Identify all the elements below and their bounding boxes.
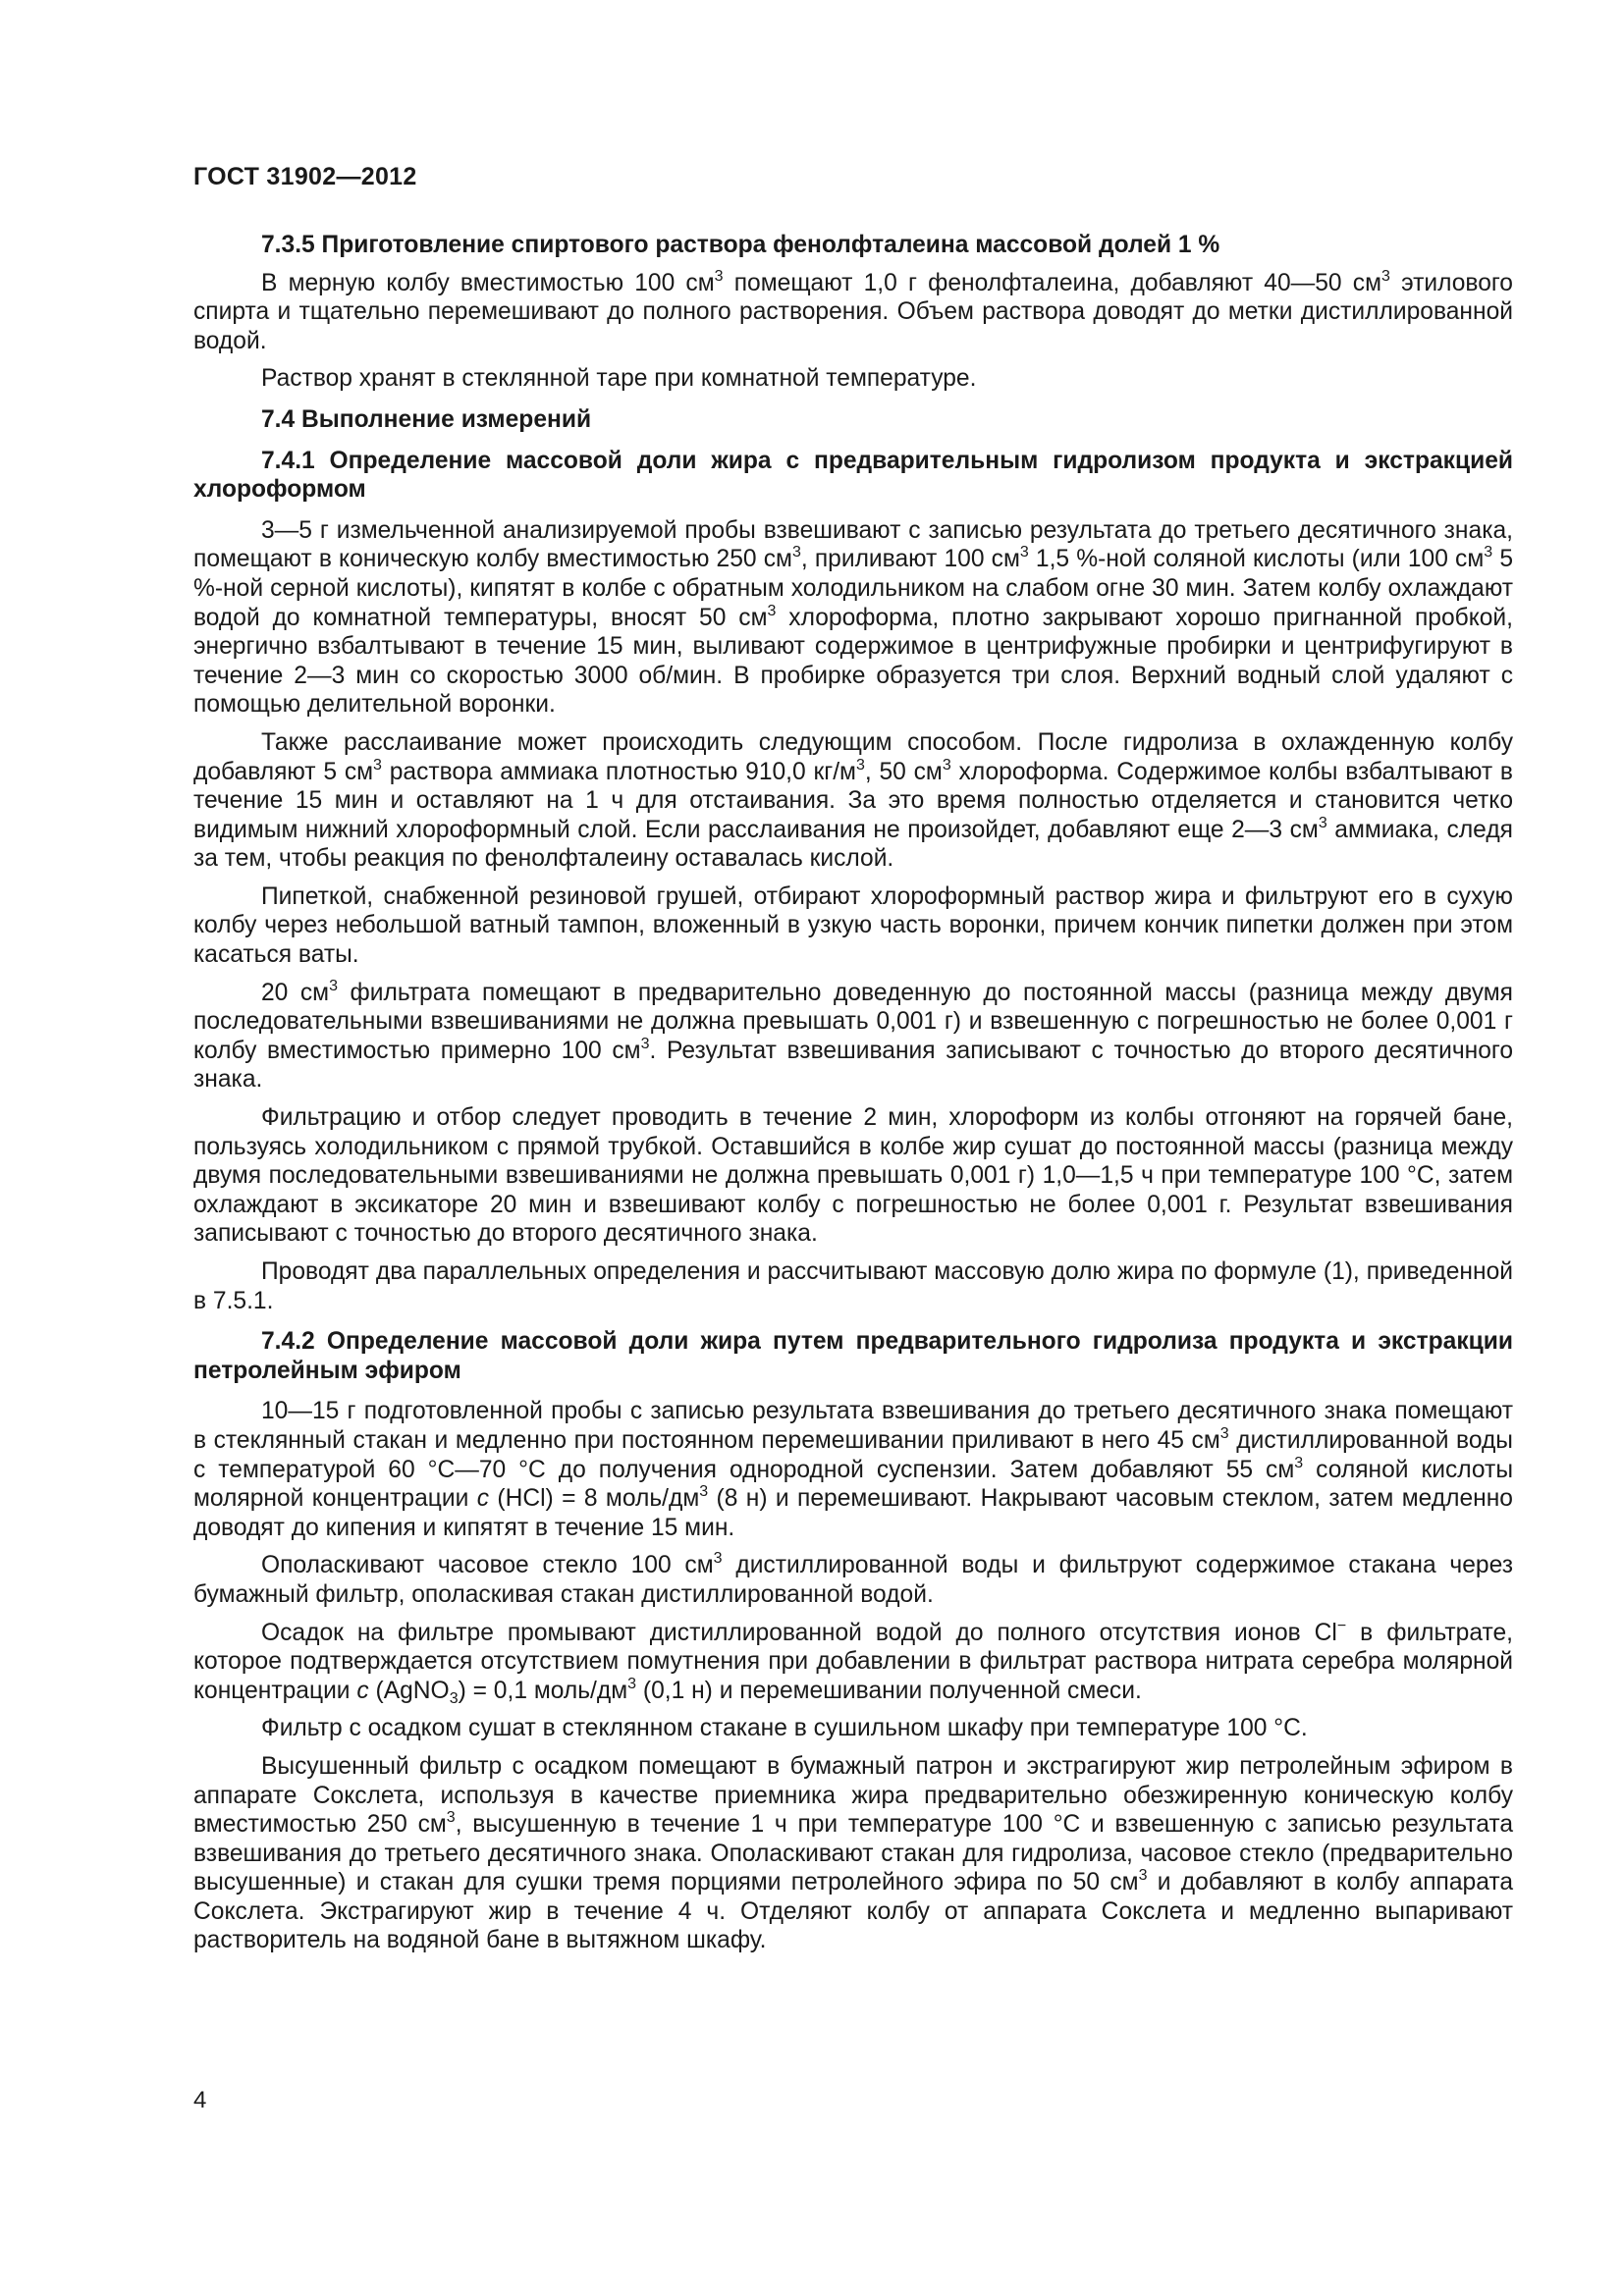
paragraph: 20 $см^3$ фильтрата помещают в предварительно доведенную до постоянной массы (разница между двумя последовательными взвешиваниями не должна превышать 0,001 г) и взвешенную с погрешностью не более 0,001 г колбу вместимостью примерно 100 $см^3$. Результат взвешивания записывают с точностью до второго десятичного знака. [193,977,1514,1094]
paragraph: Осадок на фильтре промывают дистиллированной водой до полного отсутствия ионов Cl− в фильтрате, которое подтверждается отсутствием помутнения при добавлении в фильтрат раствора нитрата серебра молярной концентрации c (AgNO$_3$) = 0,1 моль/$дм^3$ (0,1 н) и перемешивании полученной смеси. [193,1617,1513,1707]
paragraph: Пипеткой, снабженной резиновой грушей, отбирают хлороформный раствор жира и фильтруют его в сухую колбу через небольшой ватный тампон, вложенный в узкую часть воронки, причем кончик пипетки должен при этом касаться ваты. [193,882,1513,969]
page-number: 4 [193,2087,207,2113]
document-body [193,231,1513,1955]
section-7-4-heading: 7.4 Выполнение измерений [261,405,592,433]
paragraph: В мерную колбу вместимостью 100 $см^3$ помещают 1,0 г фенолфталеина, добавляют 40—50 $см^3$ этилового спирта и тщательно перемешивают до полного растворения. Объем раствора доводят до метки дистиллированной водой. [193,267,1513,354]
paragraph: Высушенный фильтр с осадком помещают в бумажный патрон и экстрагируют жир петролейным эфиром в аппарате Сокслета, используя в качестве приемника жира предварительно обезжиренную коническую колбу вместимостью 250 $см^3$, высушенную в течение 1 ч при температуре 100 °С и взвешенную с записью результата взвешивания до третьего десятичного знака. Ополаскивают стакан для гидролиза, часовое стекло (предварительно высушенные) и стакан для сушки тремя порциями петролейного эфира по 50 $см^3$ и добавляют в колбу аппарата Сокслета. Экстрагируют жир в течение 4 ч. Отделяют колбу от аппарата Сокслета и медленно выпаривают растворитель на водяной бане в вытяжном шкафу. [193,1752,1513,1954]
section-7-3-5-heading: 7.3.5 Приготовление спиртового раствора фенолфталеина массовой долей 1 % [261,232,1220,258]
paragraph: Фильтрацию и отбор следует проводить в течение 2 мин, хлороформ из колбы отгоняют на горячей бане, пользуясь холодильником с прямой трубкой. Оставшийся в колбе жир сушат до постоянной массы (разница между двумя последовательными взвешиваниями не должна превышать 0,001 г) 1,0—1,5 ч при температуре 100 °С, затем охлаждают в эксикаторе 20 мин и взвешивают колбу с погрешностью не более 0,001 г. Результат взвешивания записывают с точностью до второго десятичного знака. [193,1104,1513,1248]
section-7-4-2-heading: 7.4.2 Определение массовой доли жира путем предварительного гидролиза продукта и экстракции петролейным эфиром [193,1328,1513,1384]
paragraph: Также расслаивание может происходить следующим способом. После гидролиза в охлажденную колбу добавляют 5 $см^3$ раствора аммиака плотностью 910,0 $кг/м^3$, 50 $см^3$ хлороформа. Содержимое колбы взбалтывают в течение 15 мин и оставляют на 1 ч для отстаивания. За это время полностью отделяется и становится четко видимым нижний хлороформный слой. Если расслаивания не произойдет, добавляют еще 2—3 $см^3$ аммиака, следя за тем, чтобы реакция по фенолфталеину оставалась кислой. [193,728,1513,873]
paragraph: Раствор хранят в стеклянной таре при комнатной температуре. [261,365,977,393]
standard-header: ГОСТ 31902—2012 [193,163,417,190]
section-7-4-1-heading: 7.4.1 Определение массовой доли жира с предварительным гидролизом продукта и экстракцией хлороформом [193,447,1513,504]
paragraph: Проводят два параллельных определения и рассчитывают массовую долю жира по формуле (1), приведенной в 7.5.1. [193,1258,1513,1314]
paragraph: Фильтр с осадком сушат в стеклянном стакане в сушильном шкафу при температуре 100 °С. [261,1715,1308,1742]
paragraph: Ополаскивают часовое стекло 100 $см^3$ дистиллированной воды и фильтруют содержимое стакана через бумажный фильтр, ополаскивая стакан дистиллированной водой. [193,1550,1513,1608]
paragraph: 10—15 г подготовленной пробы с записью результата взвешивания до третьего десятичного знака помещают в стеклянный стакан и медленно при постоянном перемешивании приливают в него 45 $см^3$ дистиллированной воды с температурой 60 °С—70 °С до получения однородной суспензии. Затем добавляют 55 $см^3$ соляной кислоты молярной концентрации c (HCl) = 8 моль/$дм^3$ (8 н) и перемешивают. Накрывают часовым стеклом, затем медленно доводят до кипения и кипятят в течение 15 мин. [193,1398,1513,1541]
paragraph: 3—5 г измельченной анализируемой пробы взвешивают с записью результата до третьего десятичного знака, помещают в коническую колбу вместимостью 250 $см^3$, приливают 100 $см^3$ 1,5 %-ной соляной кислоты (или 100 $см^3$ 5 %-ной серной кислоты), кипятят в колбе с обратным холодильником на слабом огне 30 мин. Затем колбу охлаждают водой до комнатной температуры, вносят 50 $см^3$ хлороформа, плотно закрывают хорошо пригнанной пробкой, энергично взбалтывают в течение 15 мин, выливают содержимое в центрифужные пробирки и центрифугируют в течение 2—3 мин со скоростью 3000 об/мин. В пробирке образуется три слоя. Верхний водный слой удаляют с помощью делительной воронки. [193,516,1513,719]
